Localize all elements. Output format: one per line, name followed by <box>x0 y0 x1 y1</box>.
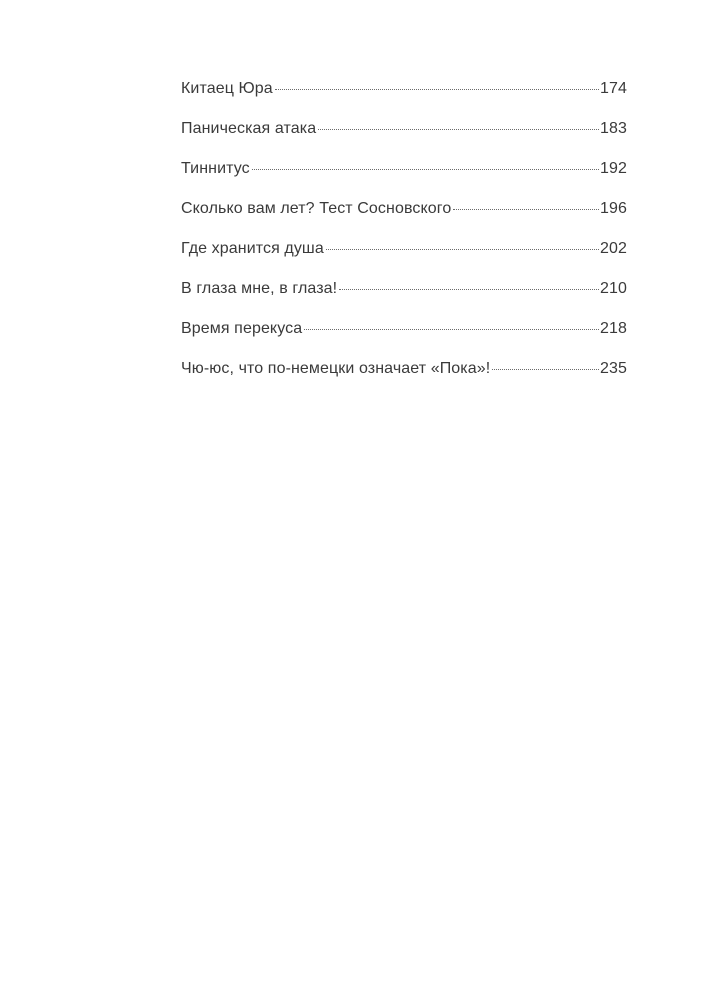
toc-entry-page: 235 <box>600 360 627 377</box>
dot-leader <box>252 168 599 170</box>
dot-leader <box>492 368 599 370</box>
toc-entry-page: 183 <box>600 120 627 137</box>
dot-leader <box>326 248 599 250</box>
toc-entry <box>181 320 627 360</box>
toc-entry <box>181 360 627 400</box>
toc-entry <box>181 280 627 320</box>
toc-entry-page: 192 <box>600 160 627 177</box>
dot-leader <box>275 88 599 90</box>
toc-entry <box>181 240 627 280</box>
dot-leader <box>318 128 599 130</box>
toc-entry-page: 196 <box>600 200 627 217</box>
toc-entry-title: Сколько вам лет? Тест Сосновского <box>181 200 452 217</box>
toc-entry-title: Где хранится душа <box>181 240 324 257</box>
dot-leader <box>453 208 599 210</box>
toc-entry-title: В глаза мне, в глаза! <box>181 280 338 297</box>
dot-leader <box>304 328 599 330</box>
toc-entry-title: Китаец Юра <box>181 80 273 97</box>
toc-entry-title: Паническая атака <box>181 120 317 137</box>
toc-entry-title: Тиннитус <box>181 160 250 177</box>
dot-leader <box>339 288 599 290</box>
toc-entry-title: Время перекуса <box>181 320 303 337</box>
toc-entry-page: 174 <box>600 80 627 97</box>
toc-entry <box>181 200 627 240</box>
toc-entry <box>181 160 627 200</box>
toc-entry-page: 202 <box>600 240 627 257</box>
toc-entry <box>181 80 627 120</box>
toc-entry-title: Чю-юс, что по-немецки означает «Пока»! <box>181 360 491 377</box>
toc-entry-page: 218 <box>600 320 627 337</box>
toc-entry <box>181 120 627 160</box>
toc-entry-page: 210 <box>600 280 627 297</box>
table-of-contents <box>181 80 627 400</box>
